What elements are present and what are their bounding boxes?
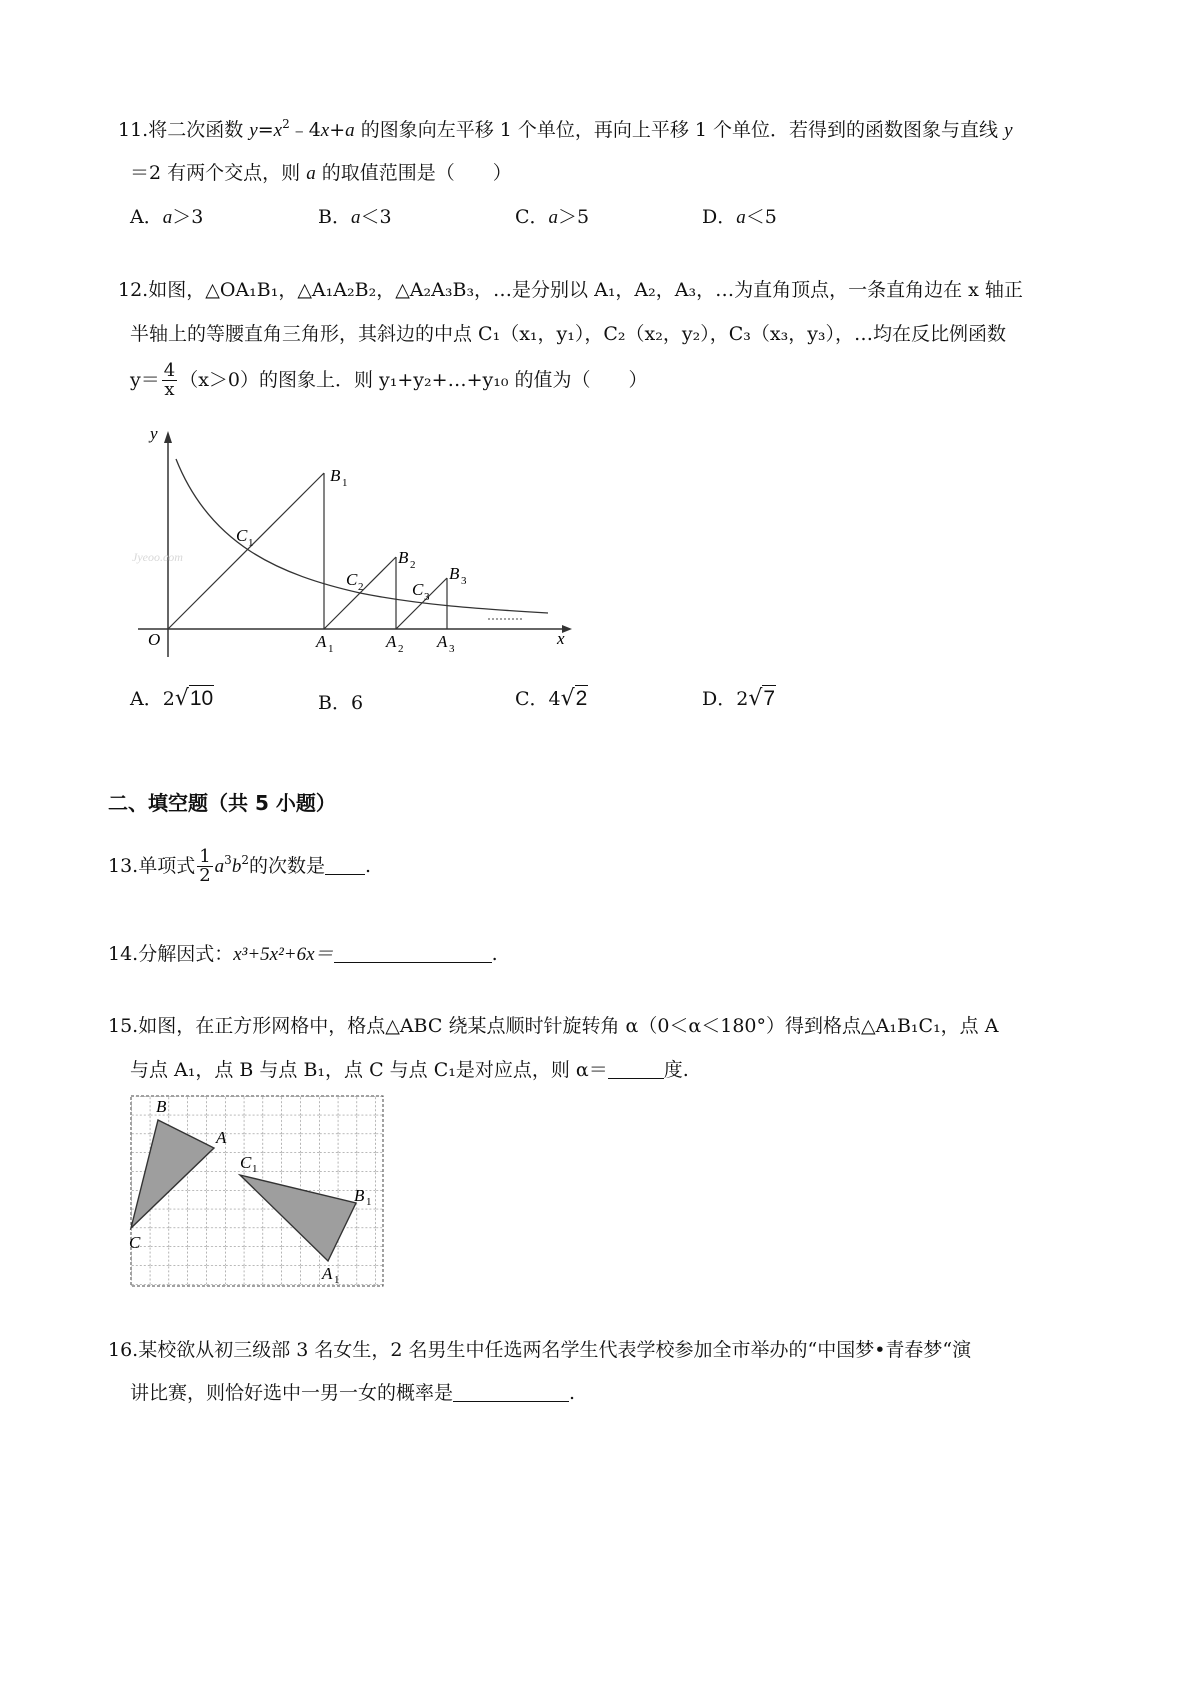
label-C1: C <box>236 526 248 545</box>
q11-text-b: 的图象向左平移 1 个单位，再向上平移 1 个单位．若得到的函数图象与直线 <box>360 119 999 141</box>
q12-line3-rest: （x＞0）的图象上．则 y₁+y₂+…+y₁₀ 的值为（ ） <box>179 369 648 391</box>
q12-option-b[interactable] <box>318 694 363 713</box>
answer-blank[interactable] <box>608 1062 664 1079</box>
label-y: y <box>150 425 158 443</box>
option-coef: 4 <box>548 688 561 710</box>
label-C3: C <box>412 580 424 599</box>
radical-icon: √ <box>174 686 189 711</box>
option-coef: 2 <box>736 688 749 710</box>
option-label: B． <box>318 692 351 714</box>
q16-line1: 16.某校欲从初三级部 3 名女生，2 名男生中任选两名学生代表学校参加全市举办的“中国梦•青春梦“演 <box>108 1339 972 1361</box>
answer-blank[interactable] <box>325 858 365 875</box>
var-b: b <box>231 856 242 877</box>
radicand: 7 <box>763 687 776 710</box>
answer-blank[interactable] <box>334 946 492 963</box>
q12-option-c[interactable] <box>515 688 588 710</box>
q11-option-b[interactable] <box>318 208 392 227</box>
q11-var-x2: x <box>320 120 330 141</box>
frac-numerator: 1 <box>199 846 211 867</box>
answer-blank[interactable] <box>453 1385 569 1402</box>
label-C1-sub: 1 <box>252 1163 258 1175</box>
radical-icon: √ <box>560 686 575 711</box>
label-B1-sub: 1 <box>342 477 348 489</box>
q11-option-a[interactable] <box>130 208 203 227</box>
q12-figure <box>130 425 580 665</box>
option-label: C． <box>515 206 549 228</box>
q11-exp: 2 <box>282 117 290 131</box>
q15-grid-figure <box>128 1093 386 1291</box>
radicand: 10 <box>189 687 214 710</box>
exp-a: 3 <box>224 853 232 867</box>
option-value: ＜5 <box>745 206 777 228</box>
label-B1-sub: 1 <box>366 1196 372 1208</box>
label-A1: A <box>322 1264 333 1283</box>
label-A2: A <box>386 632 397 651</box>
radical-icon: √ <box>748 686 763 711</box>
option-value: 6 <box>350 692 364 714</box>
option-var: a <box>162 207 173 228</box>
option-label: D． <box>702 688 737 710</box>
q12-line2: 半轴上的等腰直角三角形，其斜边的中点 C₁（x₁，y₁），C₂（x₂，y₂），C₃（x₃，y₃），…均在反比例函数 <box>130 323 1007 345</box>
q14-line <box>108 945 498 964</box>
q11-line2-text: ＝2 有两个交点，则 <box>130 162 301 184</box>
option-label: D． <box>702 206 737 228</box>
q11-line2-text-b: 的取值范围是（ ） <box>321 162 512 184</box>
q12-option-d[interactable] <box>702 688 776 710</box>
frac-numerator: 4 <box>163 360 176 381</box>
var-a: a <box>214 856 225 877</box>
label-A3: A <box>437 632 448 651</box>
q14-prefix: 14.分解因式： <box>108 943 234 965</box>
q13-prefix: 13.单项式 <box>108 855 196 877</box>
label-C3-sub: 3 <box>424 591 430 603</box>
q11-eq: = <box>257 119 274 141</box>
option-label: A． <box>130 688 163 710</box>
q11-text: 11.将二次函数 <box>118 119 244 141</box>
exp-b: 2 <box>241 853 249 867</box>
option-var: a <box>736 207 746 228</box>
y-axis-arrow <box>164 431 172 443</box>
q12-line1: 12.如图，△OA₁B₁，△A₁A₂B₂，△A₂A₃B₃，…是分别以 A₁，A₂，A₃，…为直角顶点，一条直角边在 x 轴正 <box>118 279 1023 301</box>
option-value: ＜3 <box>360 206 392 228</box>
q14-end: . <box>491 943 498 965</box>
q12-option-a[interactable] <box>130 688 214 710</box>
q11-var-x: x <box>273 120 283 141</box>
label-A2-sub: 2 <box>398 643 404 655</box>
watermark: Jyeoo.com <box>132 550 183 564</box>
label-A1: A <box>316 632 327 651</box>
option-var: a <box>350 207 361 228</box>
fraction-1-over-2 <box>197 848 212 885</box>
q11-coef: ﹣4 <box>289 119 321 141</box>
label-A1-sub: 1 <box>334 1274 340 1286</box>
q11-line1 <box>118 117 1013 141</box>
q12-line3-y: y＝ <box>130 369 160 391</box>
q16-line2 <box>130 1384 575 1403</box>
label-C: C <box>129 1233 141 1252</box>
frac-denominator: x <box>162 380 177 399</box>
label-B1: B <box>330 466 341 485</box>
sqrt-2 <box>561 688 589 710</box>
fraction-4-over-x <box>162 362 177 399</box>
label-C2: C <box>346 570 358 589</box>
q13-line <box>108 848 371 885</box>
label-C2-sub: 2 <box>358 581 364 593</box>
label-O: O <box>148 630 161 649</box>
label-A3-sub: 3 <box>449 643 455 655</box>
q11-var-y: y <box>249 120 258 141</box>
q11-line2 <box>130 164 512 183</box>
label-B2-sub: 2 <box>410 559 416 571</box>
section-heading: 二、填空题（共 5 小题） <box>108 791 336 815</box>
option-value: ＞5 <box>558 206 590 228</box>
q14-expression: x³+5x²+6x＝ <box>233 944 334 965</box>
label-B1: B <box>354 1186 365 1205</box>
label-A: A <box>216 1128 227 1147</box>
q11-plus: + <box>329 119 346 141</box>
q13-monomial <box>215 855 249 877</box>
label-B2: B <box>398 548 409 567</box>
option-value: ＞3 <box>172 206 204 228</box>
radicand: 2 <box>575 687 588 710</box>
q11-option-c[interactable] <box>515 208 589 227</box>
option-coef: 2 <box>162 688 175 710</box>
label-B3: B <box>449 564 460 583</box>
q13-suffix: 的次数是 <box>248 855 325 877</box>
frac-denominator: 2 <box>199 865 211 886</box>
q11-var-a: a <box>345 120 355 141</box>
q11-option-d[interactable] <box>702 208 777 227</box>
label-C1: C <box>240 1153 252 1172</box>
label-C1-sub: 1 <box>248 537 254 549</box>
q15-line1: 15.如图，在正方形网格中，格点△ABC 绕某点顺时针旋转角 α（0＜α＜180°）得到格点△A₁B₁C₁，点 A <box>108 1015 999 1037</box>
q15-line2-text: 与点 A₁，点 B 与点 B₁，点 C 与点 C₁是对应点，则 α＝ <box>130 1059 608 1081</box>
q15-line2-end: 度. <box>663 1059 689 1081</box>
q11-var-y2: y <box>1004 120 1013 141</box>
label-B3-sub: 3 <box>461 575 467 587</box>
label-B: B <box>156 1097 167 1116</box>
label-A1-sub: 1 <box>328 643 334 655</box>
q11-line2-var: a <box>306 163 316 184</box>
hypotenuse-OB1 <box>168 473 324 629</box>
q16-line2-text: 讲比赛，则恰好选中一男一女的概率是 <box>130 1382 454 1404</box>
option-label: A． <box>130 206 163 228</box>
option-var: a <box>548 207 559 228</box>
q13-end: . <box>364 855 372 877</box>
q15-line2 <box>130 1061 689 1080</box>
sqrt-7 <box>748 688 776 710</box>
label-x: x <box>557 629 565 648</box>
sqrt-10 <box>175 688 214 710</box>
hypotenuse-A1B2 <box>324 557 396 629</box>
option-label: C． <box>515 688 549 710</box>
q12-line3 <box>130 362 648 399</box>
option-label: B． <box>318 206 351 228</box>
q16-end: . <box>569 1382 576 1404</box>
